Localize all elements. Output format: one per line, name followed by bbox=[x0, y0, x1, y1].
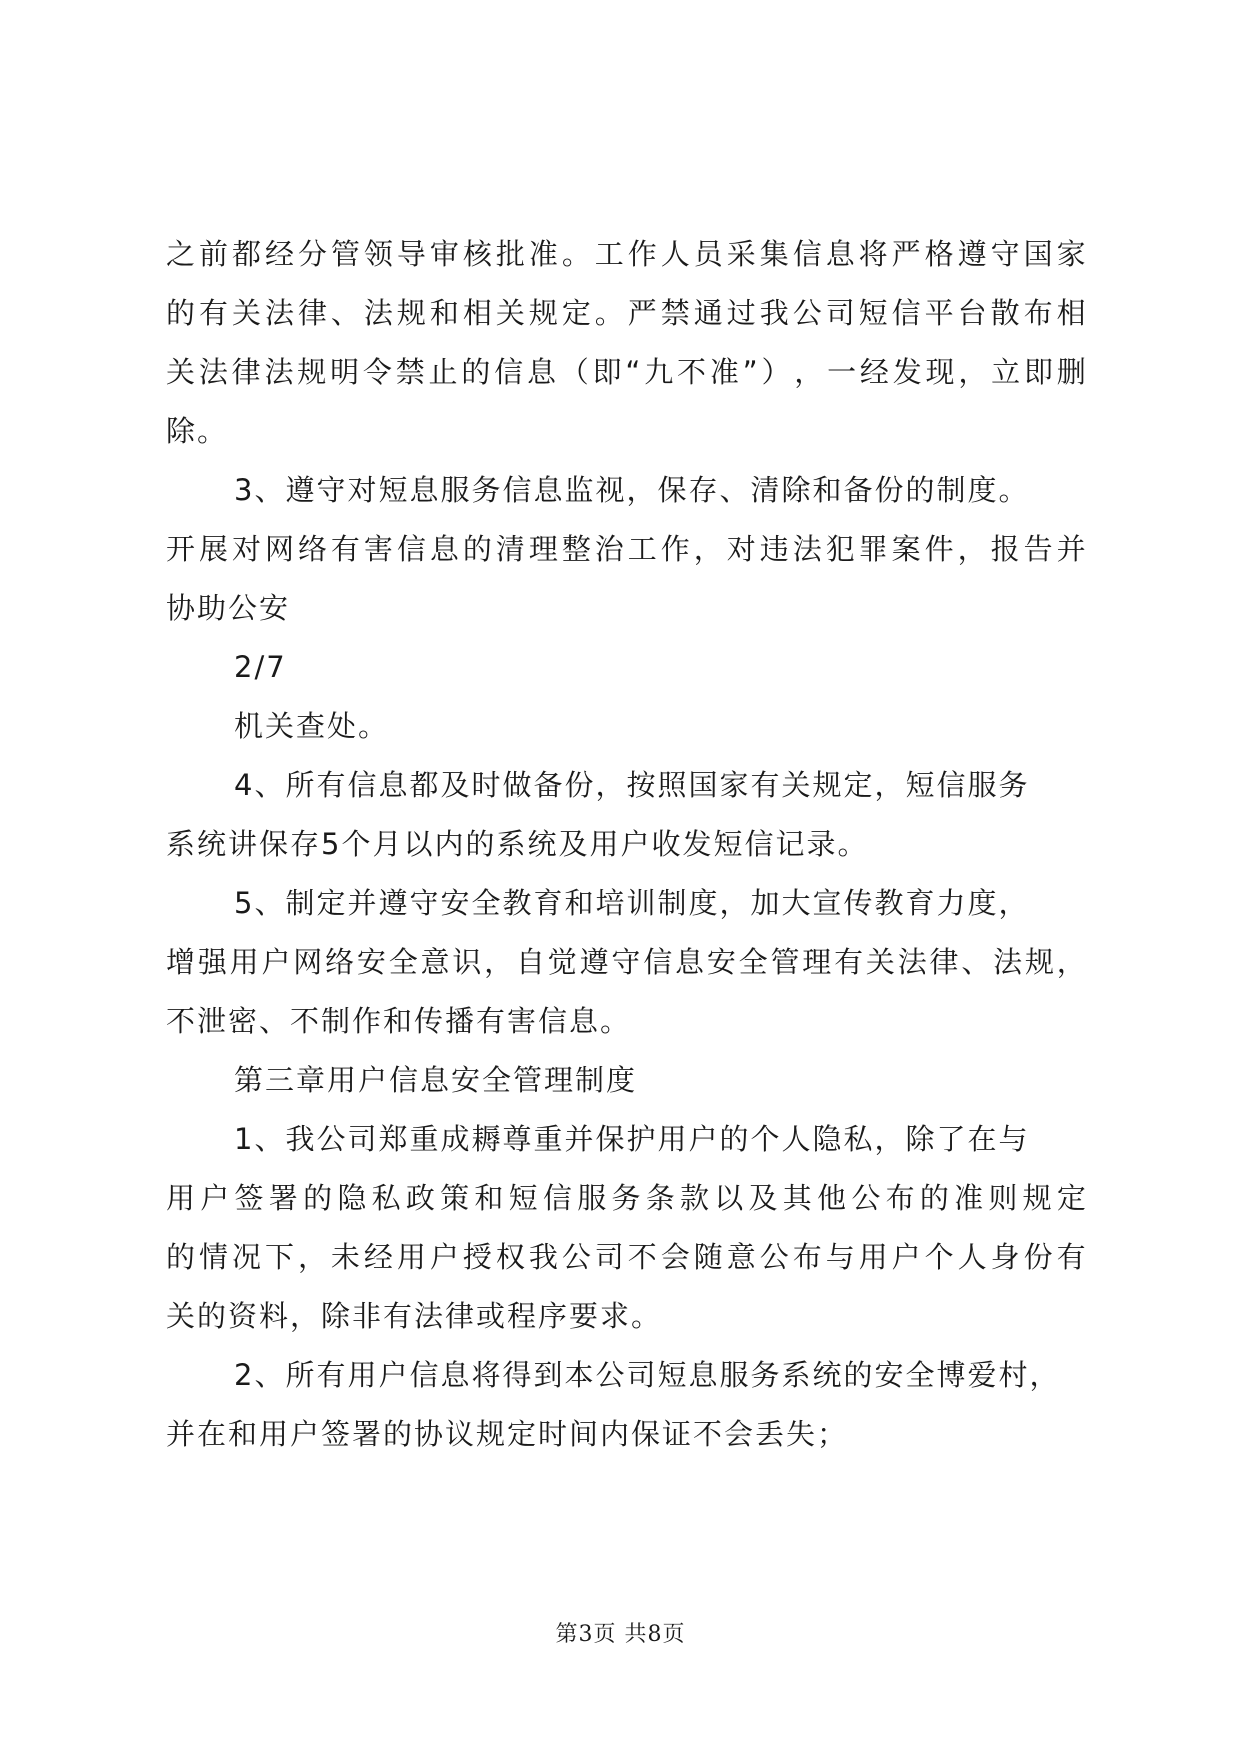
text-line: 之 前 都 经 分 管 领 导 审 核 批 准 。 工 作 人 员 采 集 信 息 将 严 格 遵 守 国 家 bbox=[166, 237, 1086, 271]
text-line: 的 情 况 下 ， 未 经 用 户 授 权 我 公 司 不 会 随 意 公 布 与 用 户 个 人 身 份 有 bbox=[166, 1240, 1086, 1274]
text-line: 不泄密、不制作和传播有害信息。 bbox=[166, 1004, 632, 1038]
text-line: 3、遵守对短息服务信息监视，保存、清除和备份的制度。 bbox=[234, 473, 1030, 507]
text-line: 2/7 bbox=[234, 650, 287, 684]
text-line: 2、所有用户信息将得到本公司短息服务系统的安全博爱村， bbox=[234, 1358, 1061, 1392]
text-line: 并在和用户签署的协议规定时间内保证不会丢失； bbox=[166, 1417, 849, 1451]
text-line: 开 展 对 网 络 有 害 信 息 的 清 理 整 治 工 作 ， 对 违 法 犯 罪 案 件 ， 报 告 并 bbox=[166, 532, 1086, 566]
page-footer: 第3页 共8页 bbox=[555, 1622, 686, 1647]
document-body bbox=[166, 225, 1086, 1464]
text-line: 用 户 签 署 的 隐 私 政 策 和 短 信 服 务 条 款 以 及 其 他 公 布 的 准 则 规 定 bbox=[166, 1181, 1086, 1215]
text-line: 5、制定并遵守安全教育和培训制度，加大宣传教育力度， bbox=[234, 886, 1030, 920]
text-line: 机关查处。 bbox=[234, 709, 390, 743]
text-line: 关的资料，除非有法律或程序要求。 bbox=[166, 1299, 663, 1333]
text-line: 1、我公司郑重成耨尊重并保护用户的个人隐私，除了在与 bbox=[234, 1122, 1030, 1156]
text-line: 4、所有信息都及时做备份，按照国家有关规定，短信服务 bbox=[234, 768, 1030, 802]
text-line: 的 有 关 法 律 、 法 规 和 相 关 规 定 。 严 禁 通 过 我 公 司 短 信 平 台 散 布 相 bbox=[166, 296, 1086, 330]
text-line: 除。 bbox=[166, 414, 229, 448]
text-line: 第三章用户信息安全管理制度 bbox=[234, 1063, 638, 1097]
text-line: 增 强 用 户 网 络 安 全 意 识 ， 自 觉 遵 守 信 息 安 全 管 理 有 关 法 律 、 法 规 ， bbox=[166, 945, 1086, 979]
text-line: 关 法 律 法 规 明 令 禁 止 的 信 息 （ 即 “ 九 不 准 ” ） ， 一 经 发 现 ， 立 即 删 bbox=[166, 355, 1086, 389]
text-line: 协助公安 bbox=[166, 591, 291, 625]
text-line: 系统讲保存5个月以内的系统及用户收发短信记录。 bbox=[166, 827, 869, 861]
